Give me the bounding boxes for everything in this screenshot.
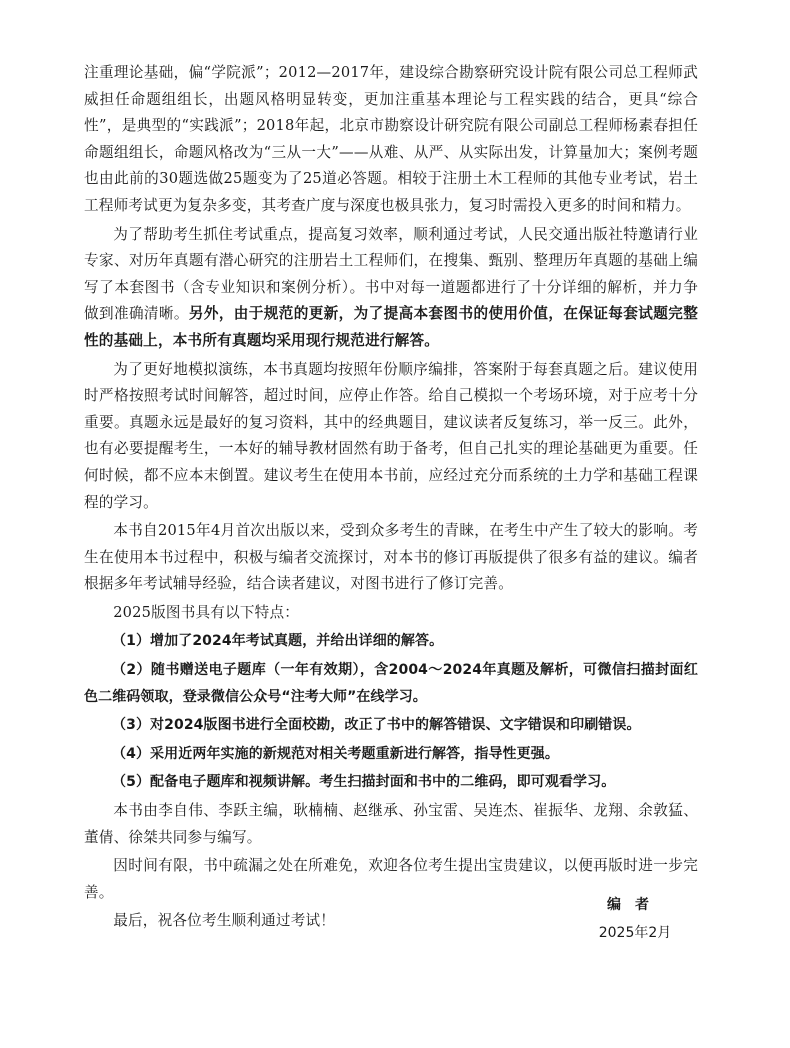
signature-editor: 编者 xyxy=(607,897,663,913)
paragraph-wish: 最后，祝各位考生顺利通过考试！ xyxy=(113,912,336,930)
feature-item: （1）增加了2024年考试真题，并给出详细的解答。 xyxy=(112,633,444,650)
paragraph-apology: 因时间有限，书中疏漏之处在所难免，欢迎各位考生提出宝贵建议，以便再版时进一步完善。 xyxy=(84,857,698,901)
purpose-bold-note: 另外，由于规范的更新，为了提高本套图书的使用价值，在保证每套试题完整性的基础上，本书所有真题均采用现行规范进行解答。 xyxy=(84,305,698,349)
paragraph-usage-advice: 为了更好地模拟演练，本书真题均按照年份顺序编排，答案附于每套真题之后。建议使用时严格按照考试时间解答，超过时间，应停止作答。给自己模拟一个考场环境，对于应考十分重要。真题永远是最好的复习资料，其中的经典题目，建议读者反复练习，举一反三。此外，也有必要提醒考生，一本好的辅导教材固然有助于备考，但自己扎实的理论基础更为重要。任何时候，都不应本末倒置。建议考生在使用本书前，应经过充分而系统的土力学和基础工程课程的学习。 xyxy=(84,360,698,511)
feature-item: （4）采用近两年实施的新规范对相关考题重新进行解答，指导性更强。 xyxy=(112,745,559,762)
paragraph-authors: 本书由李自伟、李跃主编，耿楠楠、赵继承、孙宝雷、吴连杰、崔振华、龙翔、余敦猛、董倩、徐桀共同参与编写。 xyxy=(84,802,698,846)
paragraph-features-intro: 2025版图书具有以下特点： xyxy=(113,603,300,621)
purpose-text: 为了帮助考生抓住考试重点，提高复习效率，顺利通过考试，人民交通出版社特邀请行业专家、对历年真题有潜心研究的注册岩土工程师们，在搜集、甄别、整理历年真题的基础上编写了本套图书（含专业知识和案例分析）。书中对每一道题都进行了十分详细的解析，并力争做到准确清晰。 xyxy=(84,225,698,323)
features-list xyxy=(84,628,698,796)
feature-item: （3）对2024版图书进行全面校勘，改正了书中的解答错误、文字错误和印刷错误。 xyxy=(112,717,641,734)
signature-date: 2025年2月 xyxy=(598,925,672,941)
feature-item: （5）配备电子题库和视频讲解。考生扫描封面和书中的二维码，即可观看学习。 xyxy=(112,774,616,791)
paragraph-publication-history: 本书自2015年4月首次出版以来，受到众多考生的青睐，在考生中产生了较大的影响。考生在使用本书过程中，积极与编者交流探讨，对本书的修订再版提供了很多有益的建议。编者根据多年考试辅导经验，结合读者建议，对图书进行了修订完善。 xyxy=(84,522,698,593)
paragraph-exam-history: 注重理论基础，偏“学院派”；2012—2017年，建设综合勘察研究设计院有限公司总工程师武威担任命题组组长，出题风格明显转变，更加注重基本理论与工程实践的结合，更具“综合性”，是典型的“实践派”；2018年起，北京市勘察设计研究院有限公司副总工程师杨素春担任命题组组长，命题风格改为“三从一大”——从难、从严、从实际出发，计算量加大；案例考题也由此前的30题选做25题变为了25道必答题。相较于注册土木工程师的其他专业考试，岩土工程师考试更为复杂多变，其考查广度与深度也极具张力，复习时需投入更多的时间和精力。 xyxy=(84,64,698,214)
feature-item: （2）随书赠送电子题库（一年有效期），含2004～2024年真题及解析，可微信扫描封面红色二维码领取，登录微信公众号“注考大师”在线学习。 xyxy=(84,662,698,705)
paragraph-purpose xyxy=(84,222,698,355)
